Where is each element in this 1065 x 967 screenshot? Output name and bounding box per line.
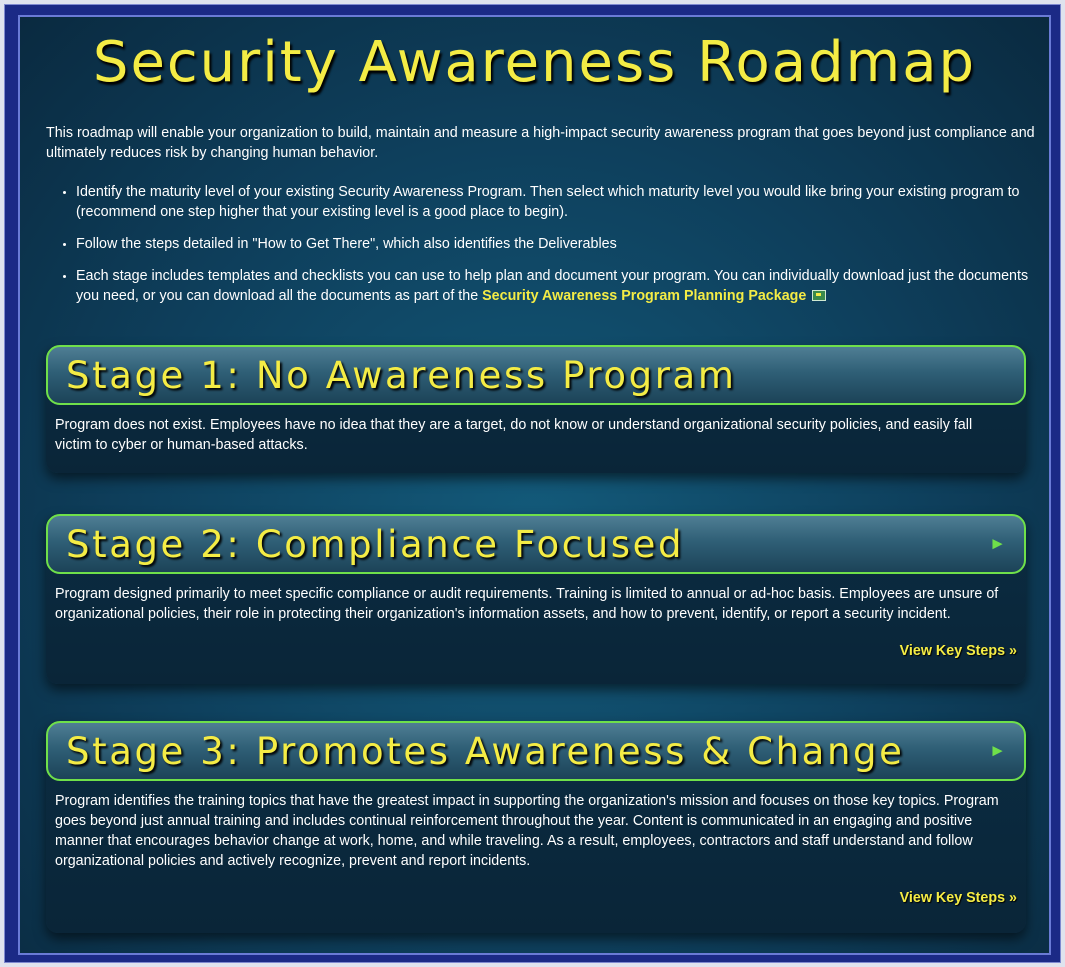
- roadmap-page: [18, 15, 1051, 955]
- download-package-icon[interactable]: [812, 290, 826, 301]
- list-item: [76, 182, 1029, 222]
- stage-3-description: Program identifies the training topics that have the greatest impact in supporting the organization's mission and focuses on those key topics. Program goes beyond just annual training and includes continual reinforcement throughout the year. Content is communicated in an engaging and positive manner that encourages behavior change at work, home, and while traveling. As a result, employees, contractors and staff understand and follow organizational policies and actively recognize, prevent and report incidents.: [55, 793, 999, 869]
- stage-2-view-key-steps-link[interactable]: View Key Steps »: [899, 643, 1017, 659]
- outer-frame: [4, 4, 1061, 963]
- list-item-text: Each stage includes templates and checklists you can use to help plan and document your program. You can individually download just the documents you need, or you can download all the documents as part of the: [76, 268, 1029, 304]
- stage-1-title: Stage 1: No Awareness Program: [66, 354, 737, 397]
- stage-1-description: Program does not exist. Employees have no idea that they are a target, do not know or understand organizational security policies, and easily fall victim to cyber or human-based attacks.: [55, 417, 973, 453]
- stage-2-panel: [46, 514, 1026, 684]
- stage-1-header[interactable]: [46, 345, 1026, 405]
- stage-3-title: Stage 3: Promotes Awareness & Change: [66, 730, 905, 773]
- expand-arrow-icon[interactable]: ►: [989, 534, 1006, 553]
- stage-2-header[interactable]: [46, 514, 1026, 574]
- stage-2-description: Program designed primarily to meet specific compliance or audit requirements. Training is limited to annual or ad-hoc basis. Employees are unsure of organizational policies, their role in protecting their organization's information assets, and how to prevent, identify, or report a security incident.: [55, 586, 999, 622]
- planning-package-link[interactable]: Security Awareness Program Planning Package: [482, 288, 807, 304]
- list-item-text: Identify the maturity level of your existing Security Awareness Program. Then select which maturity level you would like bring your existing program to (recommend one step higher that your existing level is a good place to begin).: [76, 184, 1020, 220]
- list-item-text: Follow the steps detailed in "How to Get There", which also identifies the Deliverables: [76, 236, 617, 252]
- intro-paragraph: This roadmap will enable your organization to build, maintain and measure a high-impact security awareness program that goes beyond just compliance and ultimately reduces risk by changing human behavior.: [46, 125, 1035, 161]
- stage-3-view-key-steps-link[interactable]: View Key Steps »: [899, 890, 1017, 906]
- list-item: [76, 266, 1029, 306]
- page-title: Security Awareness Roadmap: [92, 30, 977, 95]
- stage-1-panel: [46, 345, 1026, 473]
- expand-arrow-icon[interactable]: ►: [989, 741, 1006, 760]
- stage-3-header[interactable]: [46, 721, 1026, 781]
- stage-3-panel: [46, 721, 1026, 933]
- instructions-list: [46, 182, 1029, 318]
- stage-2-title: Stage 2: Compliance Focused: [66, 523, 685, 566]
- list-item: [76, 234, 1029, 254]
